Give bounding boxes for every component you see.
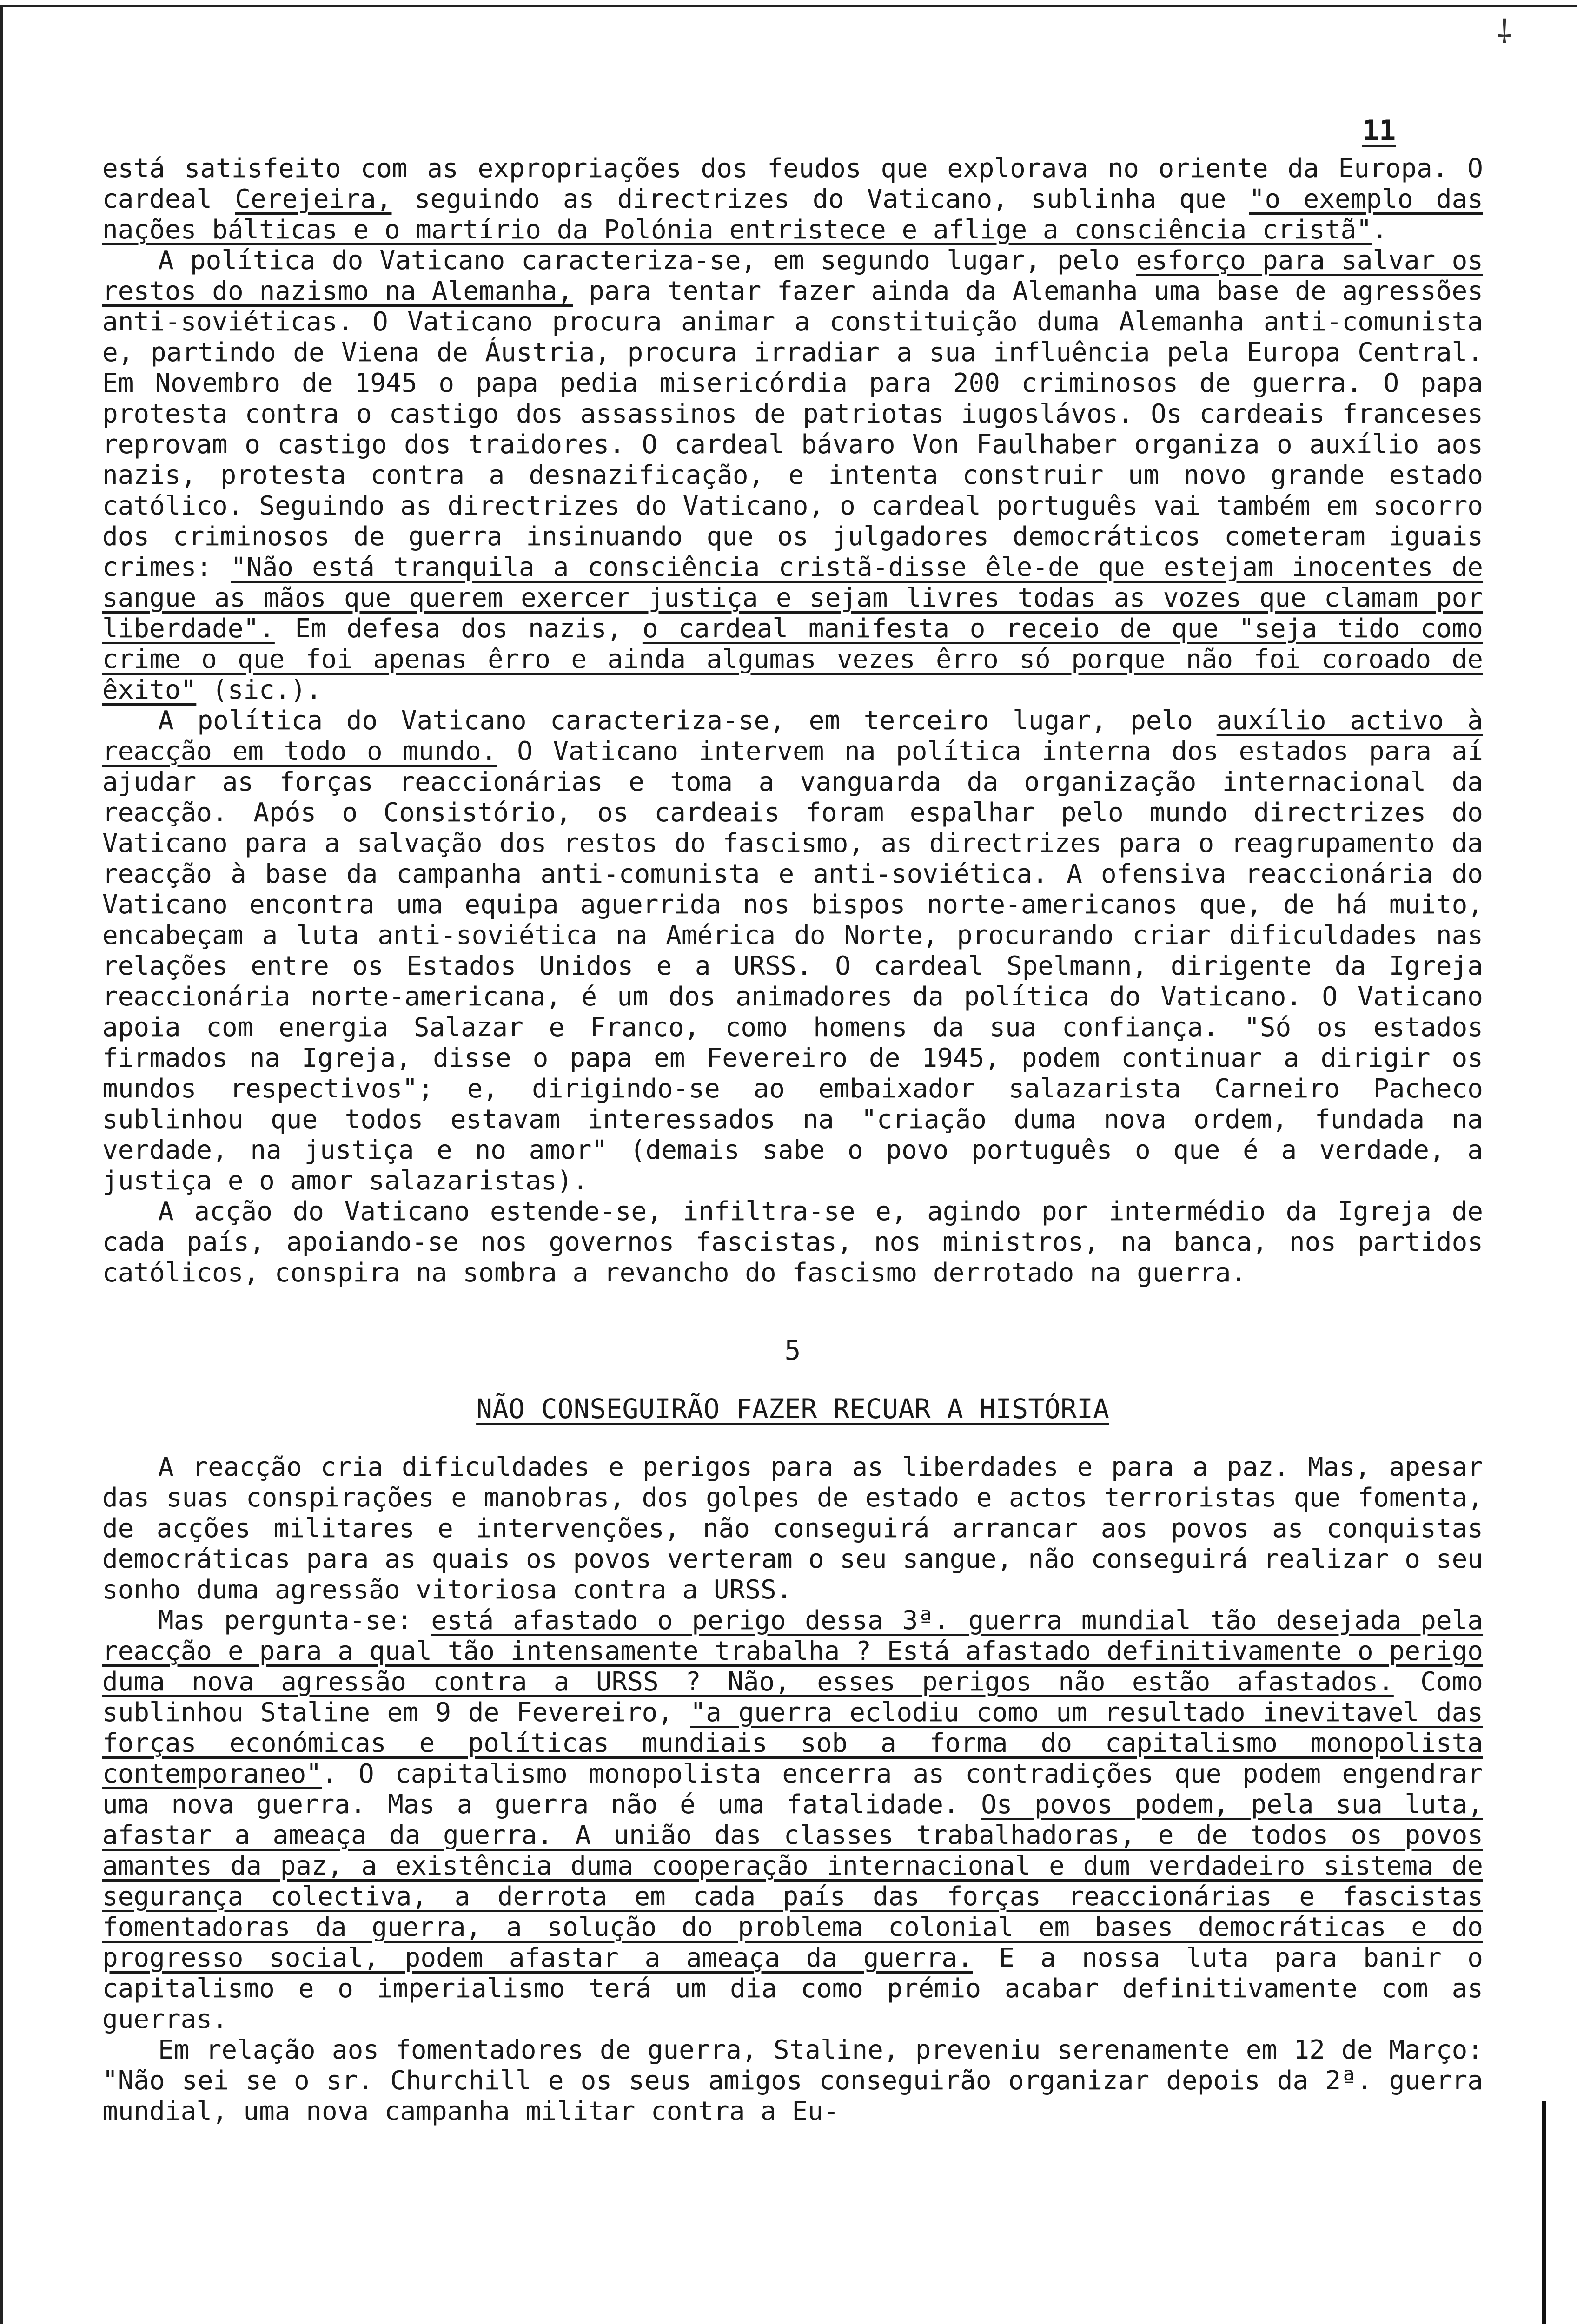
paragraph bbox=[102, 153, 1483, 245]
underlined-text: o cardeal manifesta o receio de que "seja tido como crime o que foi apenas êrro e ainda algumas vezes êrro só porque não foi coroado de êxito" bbox=[102, 614, 1483, 705]
underlined-text: auxílio activo à reacção em todo o mundo. bbox=[102, 706, 1483, 766]
paragraph bbox=[102, 1605, 1483, 2035]
document-page bbox=[102, 153, 1483, 2127]
text-run: . bbox=[1372, 215, 1388, 245]
underlined-text: "a guerra eclodiu como um resultado inevitavel das forças económicas e políticas mundiais sob a forma do capitalismo monopolista contemporaneo" bbox=[102, 1697, 1483, 1789]
text-run: para tentar fazer ainda da Alemanha uma base de agressões anti-soviéticas. O Vaticano procura animar a constituição duma Alemanha anti-comunista e, partindo de Viena de Áustria, procura irradiar a sua influência pela Europa Central. Em Novembro de 1945 o papa pedia misericórdia para 200 criminosos de guerra. O papa protesta contra o castigo dos assassinos de patriotas iugoslávos. Os cardeais franceses reprovam o castigo dos traidores. O cardeal bávaro Von Faulhaber organiza o auxílio aos nazis, protesta contra a desnazificação, e intenta construir um novo grande estado católico. Seguindo as directrizes do Vaticano, o cardeal português vai também em socorro dos criminosos de guerra insinuando que os julgadores democráticos cometeram iguais crimes: bbox=[102, 276, 1483, 582]
underlined-text: está afastado o perigo dessa 3ª. guerra mundial tão desejada pela reacção e para a qual tão intensamente trabalha ? Está afastado definitivamente o perigo duma nova agressão contra a URSS ? Não, esses perigos não estão afastados. bbox=[102, 1605, 1484, 1697]
text-block-history bbox=[102, 1452, 1483, 2127]
text-run: . O capitalismo monopolista encerra as contradições que podem engendrar uma nova guerra. Mas a guerra não é uma fatalidade. bbox=[102, 1759, 1483, 1820]
page-number: 11 bbox=[1362, 114, 1396, 147]
text-run: Em defesa dos nazis, bbox=[274, 614, 643, 644]
underlined-text: esforço para salvar os restos do nazismo na Alemanha, bbox=[102, 245, 1483, 306]
paragraph bbox=[102, 1196, 1483, 1288]
paragraph bbox=[102, 706, 1483, 1196]
text-run: A política do Vaticano caracteriza-se, em terceiro lugar, pelo bbox=[158, 706, 1217, 736]
underlined-text: "Não está tranquila a consciência cristã-disse êle-de que estejam inocentes de sangue as mãos que querem exercer justiça e sejam livres todas as vozes que clamam por liberdade". bbox=[102, 552, 1484, 644]
text-run: Em relação aos fomentadores de guerra, Staline, preveniu serenamente em 12 de Março: "Não sei se o sr. Churchill e os seus amigos conseguirão organizar depois da 2ª. guerra mundial, uma nova campanha militar contra a Eu- bbox=[102, 2035, 1483, 2126]
paragraph bbox=[102, 2035, 1483, 2127]
paragraph bbox=[102, 245, 1483, 706]
section-title: NÃO CONSEGUIRÃO FAZER RECUAR A HISTÓRIA bbox=[476, 1393, 1109, 1425]
page-top-border bbox=[0, 5, 1577, 7]
section-number: 5 bbox=[784, 1334, 801, 1366]
underlined-text: Os povos podem, pela sua luta, afastar a ameaça da guerra. A união das classes trabalhadoras, e de todos os povos amantes da paz, a existência duma cooperação internacional e dum verdadeiro sistema de segurança colectiva, a derrota em cada país das forças reaccionárias e fascistas fomentadoras da guerra, a solução do problema colonial em bases democráticas e do progresso social, podem afastar a ameaça da guerra. bbox=[102, 1789, 1483, 1973]
underlined-text: Cerejeira, bbox=[235, 184, 392, 214]
text-run: A reacção cria dificuldades e perigos para as liberdades e para a paz. Mas, apesar das suas conspirações e manobras, dos golpes de estado e actos terroristas que fomenta, de acções militares e intervenções, não conseguirá arrancar aos povos as conquistas democráticas para as quais os povos verteram o seu sangue, não conseguirá realizar o seu sonho duma agressão vitoriosa contra a URSS. bbox=[102, 1452, 1483, 1605]
text-run: E a nossa luta para banir o capitalismo e o imperialismo terá um dia como prémio acabar definitivamente com as guerras. bbox=[102, 1943, 1483, 2034]
underlined-text: "o exemplo das nações bálticas e o martírio da Polónia entristece e aflige a consciência cristã" bbox=[102, 184, 1483, 245]
text-run: Mas pergunta-se: bbox=[158, 1605, 431, 1636]
page-left-border bbox=[0, 5, 3, 2324]
text-block-vatican bbox=[102, 153, 1483, 1288]
text-run: A acção do Vaticano estende-se, infiltra-se e, agindo por intermédio da Igreja de cada país, apoiando-se nos governos fascistas, nos ministros, na banca, nos partidos católicos, conspira na sombra a revancho do fascismo derrotado na guerra. bbox=[102, 1196, 1483, 1288]
text-run: (sic.). bbox=[196, 675, 322, 705]
text-run: Como sublinhou Staline em 9 de Fevereiro, bbox=[102, 1667, 1483, 1728]
text-run: seguindo as directrizes do Vaticano, sublinha que bbox=[391, 184, 1249, 214]
paragraph bbox=[102, 1452, 1483, 1605]
text-run: O Vaticano intervem na política interna dos estados para aí ajudar as forças reaccionárias e toma a vanguarda da organização internacional da reacção. Após o Consistório, os cardeais foram espalhar pelo mundo directrizes do Vaticano para a salvação dos restos do fascismo, as directrizes para o reagrupamento da reacção à base da campanha anti-comunista e anti-soviética. A ofensiva reaccionária do Vaticano encontra uma equipa aguerrida nos bispos norte-americanos que, de há muito, encabeçam a luta anti-soviética na América do Norte, procurando criar dificuldades nas relações entre os Estados Unidos e a URSS. O cardeal Spelmann, dirigente da Igreja reaccionária norte-americana, é um dos animadores da política do Vaticano. O Vaticano apoia com energia Salazar e Franco, como homens da sua confiança. "Só os estados firmados na Igreja, disse o papa em Fevereiro de 1945, podem continuar a dirigir os mundos respectivos"; e, dirigindo-se ao embaixador salazarista Carneiro Pacheco sublinhou que todos estavam interessados na "criação duma nova ordem, fundada na verdade, na justiça e no amor" (demais sabe o povo português o que é a verdade, a justiça e o amor salazaristas). bbox=[102, 736, 1484, 1196]
text-run: A política do Vaticano caracteriza-se, em segundo lugar, pelo bbox=[158, 245, 1136, 276]
corner-mark: ⸸ bbox=[1497, 13, 1512, 51]
text-run: está satisfeito com as expropriações dos feudos que explorava no oriente da Europa. O cardeal bbox=[102, 153, 1483, 214]
margin-mark bbox=[1542, 2101, 1546, 2324]
